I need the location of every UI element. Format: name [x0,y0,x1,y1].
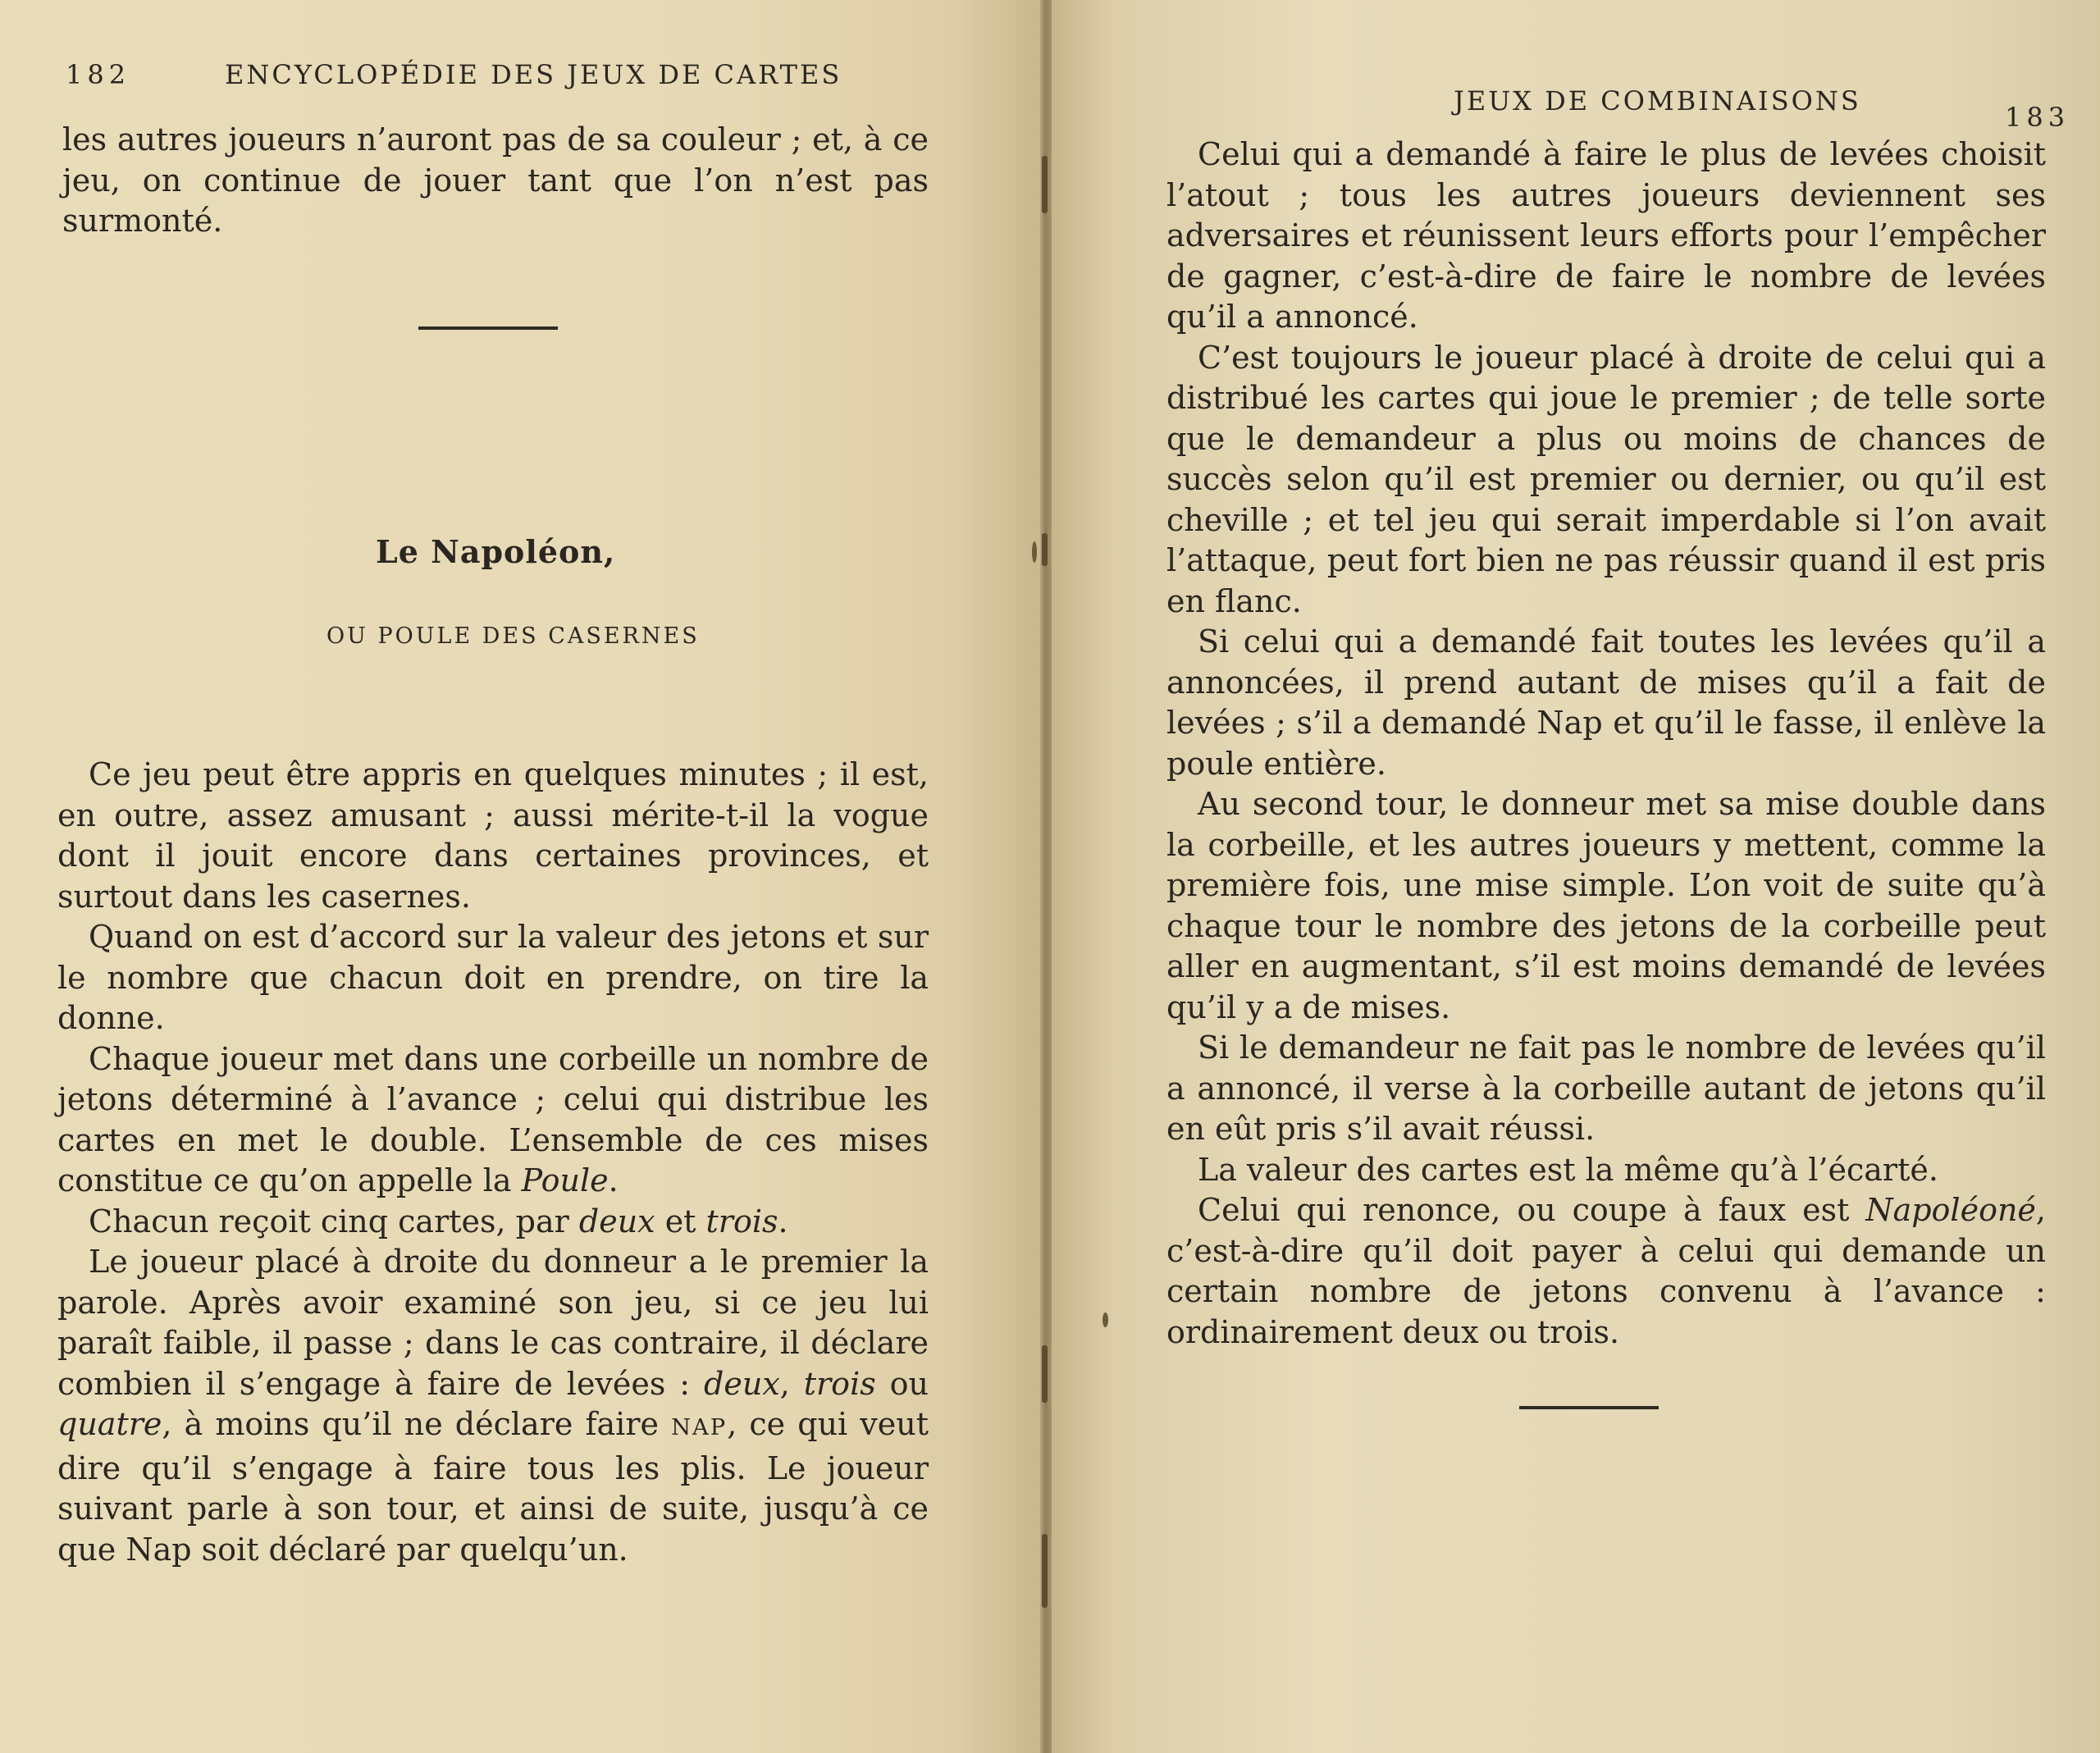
right-paragraph-3: Si celui qui a demandé fait toutes les levées qu’il a annoncées, il prend autant de mises qu’il a fait de levées ; s’il a demandé Nap et qu’il le fasse, il enlève la poule entière. [1166,623,2046,782]
gutter-mark [1042,1345,1048,1403]
left-paragraph-2: Quand on est d’accord sur la valeur des jetons et sur le nombre que chacun doit en prendre, on tire la donne. [57,919,929,1036]
right-paragraph-5: Si le demandeur ne fait pas le nombre de levées qu’il a annoncé, il verse à la corbeille autant de jetons qu’il en eût pris s’il avait réussi. [1166,1029,2046,1147]
running-head-right: JEUX DE COMBINAISONS [1454,85,1861,116]
page-number-right: 183 [2005,102,2070,133]
page-speck [1032,541,1037,563]
left-paragraph-1: Ce jeu peut être appris en quelques minutes ; il est, en outre, assez amusant ; aussi mérite-t-il la vogue dont il jouit encore dans certaines provinces, et surtout dans les casernes. [57,756,929,915]
left-page [0,0,1040,1753]
section-rule-right [1519,1406,1659,1409]
left-paragraph-3: Chaque joueur met dans une corbeille un nombre de jetons déterminé à l’avance ; celui qui distribue les cartes en met le double. L’ensemble de ces mises constitue ce qu’on appelle la Poule. [57,1040,929,1198]
napoleone-term: Napoléoné [1865,1192,2036,1228]
page-number-left: 182 [66,59,131,90]
right-body-text [1166,135,2046,1353]
nap-term: NAP [671,1415,728,1440]
gutter-mark [1042,156,1048,213]
left-paragraph-4: Chacun reçoit cinq cartes, par deux et trois. [89,1203,788,1239]
right-paragraph-1: Celui qui a demandé à faire le plus de levées choisit l’atout ; tous les autres joueurs deviennent ses adversaires et réunissent leurs efforts pour l’empêcher de gagner, c’est-à-dire de faire le nombre de levées qu’il a annoncé. [1166,136,2046,335]
left-body-text [57,755,929,1570]
left-paragraph-5: Le joueur placé à droite du donneur a le premier la parole. Après avoir examiné son jeu, si ce jeu lui paraît faible, il passe ; dans le cas contraire, il déclare combien il s’engage à faire de levées : deux, trois ou quatre, à moins qu’il ne déclare faire NAP, ce qui veut dire qu’il s’engage à faire tous les plis. Le joueur suivant parle à son tour, et ainsi de suite, jusqu’à ce que Nap soit déclaré par quelqu’un. [57,1244,929,1568]
section-title: Le Napoléon, [376,533,616,570]
right-paragraph-4: Au second tour, le donneur met sa mise double dans la corbeille, et les autres joueurs y mettent, comme la première fois, une mise simple. L’on voit de suite qu’à chaque tour le nombre des jetons de la corbeille peut aller en augmentant, s’il est moins demandé de levées qu’il y a de mises. [1166,786,2046,1025]
section-rule-left [418,326,558,330]
page-speck [1102,1312,1108,1327]
gutter-mark [1042,1534,1048,1608]
gutter-mark [1042,533,1048,566]
deux-term: deux [578,1203,655,1239]
right-page [1052,0,2100,1753]
running-head-left: ENCYCLOPÉDIE DES JEUX DE CARTES [225,59,842,90]
book-gutter [1040,0,1052,1753]
continuation-text [62,120,929,242]
continuation-paragraph: les autres joueurs n’auront pas de sa couleur ; et, à ce jeu, on continue de jouer tant que l’on n’est pas surmonté. [62,121,929,239]
right-paragraph-7: Celui qui renonce, ou coupe à faux est Napoléoné, c’est-à-dire qu’il doit payer à celui qui demande un certain nombre de jetons convenu à l’avance : ordinairement deux ou trois. [1166,1192,2046,1350]
section-subtitle: OU POULE DES CASERNES [326,623,700,649]
poule-term: Poule [521,1162,609,1198]
right-paragraph-2: C’est toujours le joueur placé à droite de celui qui a distribué les cartes qui joue le premier ; de telle sorte que le demandeur a plus ou moins de chances de succès selon qu’il est premier ou dernier, ou qu’il est cheville ; et tel jeu qui serait imperdable si l’on avait l’attaque, peut fort bien ne pas réussir quand il est pris en flanc. [1166,339,2046,619]
right-paragraph-6: La valeur des cartes est la même qu’à l’écarté. [1198,1151,1938,1188]
trois-term: trois [705,1203,778,1239]
